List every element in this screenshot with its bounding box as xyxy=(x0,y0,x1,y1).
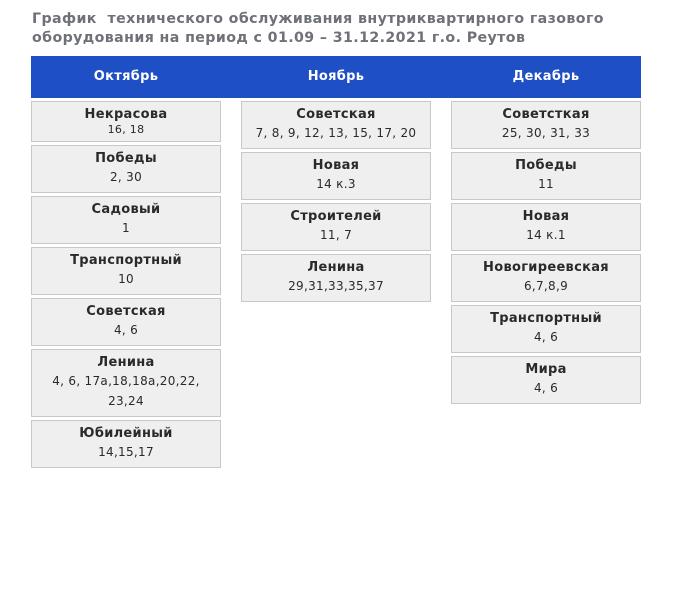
street-name: Садовый xyxy=(91,202,161,217)
address-cell xyxy=(451,203,641,251)
address-cell xyxy=(451,356,641,404)
house-numbers: 4, 6 xyxy=(113,323,139,337)
address-cell xyxy=(241,152,431,200)
title-line-2: оборудования на период с 01.09 – 31.12.2021 г.о. Реутов xyxy=(32,30,526,46)
street-name: Новогиреевская xyxy=(483,260,609,275)
address-cell xyxy=(451,152,641,200)
house-numbers: 14,15,17 xyxy=(98,445,154,459)
house-numbers: 6,7,8,9 xyxy=(523,279,569,293)
address-cell xyxy=(31,247,221,295)
months-header xyxy=(31,56,641,98)
street-name: Строителей xyxy=(290,209,382,224)
house-numbers: 7, 8, 9, 12, 13, 15, 17, 20 xyxy=(255,126,417,140)
address-cell xyxy=(451,254,641,302)
house-numbers: 16, 18 xyxy=(107,123,145,136)
street-name: Новая xyxy=(312,158,360,173)
street-name: Транспортный xyxy=(70,253,182,268)
address-cell xyxy=(31,196,221,244)
house-numbers: 1 xyxy=(122,221,130,235)
house-numbers-continued: 23,24 xyxy=(108,394,144,408)
house-numbers: 4, 6, 17а,18,18а,20,22, xyxy=(52,374,200,388)
street-name: Мира xyxy=(525,362,567,377)
street-name: Советская xyxy=(296,107,376,122)
street-name: Некрасова xyxy=(84,107,168,122)
house-numbers: 4, 6 xyxy=(533,330,559,344)
month-december: Декабрь xyxy=(512,69,580,84)
schedule-title xyxy=(32,10,662,48)
address-cell xyxy=(31,298,221,346)
column-october xyxy=(31,101,221,471)
address-cell xyxy=(31,420,221,468)
street-name: Победы xyxy=(515,158,577,173)
street-name: Победы xyxy=(95,151,157,166)
month-november: Ноябрь xyxy=(307,69,365,84)
address-cell xyxy=(31,349,221,417)
address-cell xyxy=(241,101,431,149)
month-october: Октябрь xyxy=(93,69,159,84)
address-cell xyxy=(451,305,641,353)
house-numbers: 2, 30 xyxy=(109,170,143,184)
house-numbers: 4, 6 xyxy=(533,381,559,395)
house-numbers: 25, 30, 31, 33 xyxy=(501,126,591,140)
street-name: Советсткая xyxy=(502,107,590,122)
address-cell xyxy=(241,254,431,302)
title-line-1: График технического обслуживания внутриквартирного газового xyxy=(32,11,604,27)
house-numbers: 11, 7 xyxy=(319,228,353,242)
column-december xyxy=(451,101,641,407)
address-cell xyxy=(31,145,221,193)
street-name: Транспортный xyxy=(490,311,602,326)
address-cell xyxy=(31,101,221,142)
street-name: Ленина xyxy=(97,355,155,370)
street-name: Советская xyxy=(86,304,166,319)
street-name: Юбилейный xyxy=(79,426,173,441)
house-numbers: 29,31,33,35,37 xyxy=(288,279,384,293)
column-november xyxy=(241,101,431,305)
address-cell xyxy=(241,203,431,251)
address-cell xyxy=(451,101,641,149)
house-numbers: 14 к.1 xyxy=(526,228,566,242)
street-name: Новая xyxy=(522,209,570,224)
house-numbers: 14 к.3 xyxy=(316,177,356,191)
house-numbers: 10 xyxy=(118,272,134,286)
street-name: Ленина xyxy=(307,260,365,275)
house-numbers: 11 xyxy=(538,177,554,191)
